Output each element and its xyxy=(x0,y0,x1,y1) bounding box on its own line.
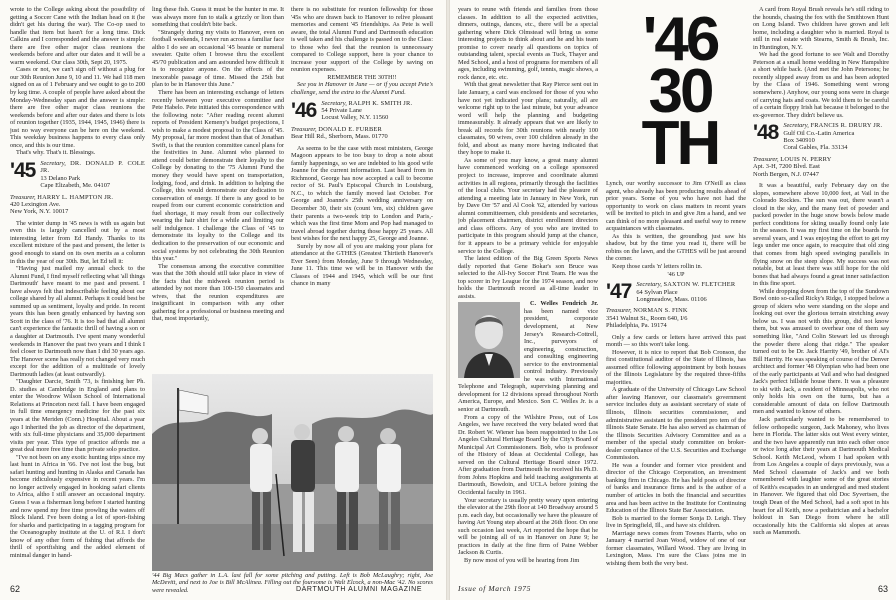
column-5 xyxy=(606,180,746,584)
class-45-treasurer xyxy=(10,194,145,216)
secretary-address-2: Box 340910 xyxy=(783,137,815,145)
secretary-address-2: Longmeadow, Mass. 01106 xyxy=(636,295,707,303)
secretary-address-1: Gulf Oil Co.-Latin America xyxy=(783,129,855,137)
col6-paragraph-2: We had the good fortune to see Walt and Dorothy Peterson at a small home wedding in New Hampshire a short while back. (And met the John Petersons; he recently slipped away from us and has been adopted by the Class of 1946. Something went wrong somewhere.) Anyhow, our young sons were in charge of carrying hats and coats. We told them to be careful of a certain floppy Irish hat because it belonged to the ex-governor. They didn't believe us. xyxy=(753,51,889,119)
issue-footer: Issue of March 1975 xyxy=(458,584,531,593)
col2-paragraph-2: "Strangely during my visits to Hanover, even on football weekends, I never run across a familiar face altho I do see an occasional '45 beanie or numeral sweater. Quite often I browse thru the excellent 45/70 publication and am astounded how difficult it is to recognize anyone. On the effects of the inexorable passage of time. Missed the 25th but plan to be in Hanover this June." xyxy=(152,28,284,89)
col5-paragraph-8: He was a founder and former vice president and director of the Chicago Corporation, an investment banking firm in Chicago. He has held posts of director of banks and insurance firms and is the author of a number of articles in both the financial and securities area and has been active in the Institute for Continuing Education of the Illinois State Bar Association. xyxy=(606,461,746,515)
treasurer-label: Treasurer, xyxy=(606,307,632,315)
secretary-address-1: 64 Sylvan Place xyxy=(636,288,678,296)
class-48-secretary xyxy=(753,122,889,152)
col6-paragraph-1: A card from Royal Brush reveals he's still riding to the hounds, chasing the fox with the Smithtown Hunt on Long Island. Two children have grown and left home, including a daughter who is married. Royal is still in real estate with Stearns, Smith & Brush, Inc. in Huntington, N.Y. xyxy=(753,6,889,51)
col3-paragraph-5: Surely by now all of you are making your plans for attendance at the GTHES (Greatest Thirtieth Hanover's Ever Seen) from Monday, June 9 through Wednesday, June 11. This time we will be in Hanover with the Classes of 1944 and 1945, which will be our first chance in many xyxy=(291,242,433,288)
class-45-secretary xyxy=(10,160,145,190)
col6-paragraph-3: It was a beautiful, early February day on the slopes, somewhere above 10,000 feet, at Vail in the Colorado Rockies. The sun was out, there wasn't a cloud in the sky, and the many feet of powder and packed powder in the huge snow bowls below made perfect conditions for skiing usually found only late in the season. It was my first time on the boards for several years, and I was enjoying the effort to get my legs under me once again, to reacquire that old zing that comes from high speed swinging parallels in flying snow on the steep slope. My success was not notable, but at least there was still hope for the old bones that had always found a great inner satisfaction in this fine sport. xyxy=(753,182,889,288)
thirtieth-graphic xyxy=(625,5,735,178)
magazine-title-footer: DARTMOUTH ALUMNI MAGAZINE xyxy=(296,586,423,593)
col5-paragraph-1: Lynch, our worthy successor to Jim O'Neill as class agent, who already has been producing results ahead of prior years. Some of you who have not had the opportunity to work on class matters in recent years will be invited to pitch in and give Jim a hand, and we can think of no more pleasant and useful way to renew acquaintances with classmates. xyxy=(606,180,746,233)
graphic-line-th: TH xyxy=(641,109,719,178)
col5-paragraph-2: As this is written, the groundhog just saw his shadow, but by the time you read it, there will be robins on the lawn, and the GTHES will be just around the corner. xyxy=(606,232,746,263)
col4-paragraph-1: years to reune with friends and families from those classes. In addition to all the expected activities, dinners, outings, dances, etc., there will be a special gathering where Dick Olmstead will bring us some interesting projects to think about and he and his team promise to cover nearly all questions on topics of outstanding talent, special events as Tuck, Thayer and Med School, and a host of programs for members of all ages, including swimming, golf, tennis, magic shows, a rock dance, etc. etc. xyxy=(458,6,598,81)
graphic-line-30: 30 xyxy=(648,57,712,126)
treasurer-name: NORMAN S. FINK xyxy=(633,307,688,315)
class-year-46: '46 xyxy=(291,98,317,122)
left-page xyxy=(0,0,446,600)
col2-paragraph-1: ling these fish. Guess it must be the hunter in me. It was always more fun to stalk a grizzly or lion than something that couldn't bite back. xyxy=(152,6,284,29)
col5-paragraph-6: However, it is nice to report that Bob Cronson, the first constitutional auditor of the State of Illinois, has assumed office following appointment by both houses of the Illinois Legislature by the required three-fifths majorities. xyxy=(606,348,746,386)
treasurer-address-2: North Bergen, N.J. 07447 xyxy=(753,170,819,178)
fendrich-portrait xyxy=(458,302,520,378)
col6-paragraph-5: Jack particularly wanted to be remembered to fellow orthopedic surgeon, Jack Mahoney, who lives here in Florida. The latter skis out West every winter, and the two have apparently run into each other once or twice long after their years at Dartmouth Medical School. Keith McLeod, whom I had spoken with from Los Angeles a couple of days previously, was a Med School classmate of Jack's and we both remembered with laughter some of the great stories of Keith's escapades in an undergrad and med student in Hanover. We figured that old Doc Syvertsen, the tough Dean of the Med School, had a soft spot in his heart for all Keith, now a pediatrician and a bachelor holdout in San Diego from where he still occasionally hits the California ski slopes at areas such as Mammoth. xyxy=(753,416,889,537)
column-6 xyxy=(753,6,889,578)
secretary-name: SAXTON W. FLETCHER xyxy=(663,281,736,289)
treasurer-label: Treasurer, xyxy=(753,155,779,163)
graphic-line-46: '46 xyxy=(642,5,718,74)
col5-paragraph-10: Marriage news comes from Townes Harris, who on January 4 married Joan Wood, widow of one of our former classmates, Willard Wood. They are living in Lexington, Mass. I'm sure the Class joins me in wishing them both the very best. xyxy=(606,529,746,567)
class-year-48: '48 xyxy=(753,121,779,145)
secretary-address-1: 13 Delano Park xyxy=(40,174,81,182)
treasurer-address-1: 3541 Walnut St., Room 640, I/6 xyxy=(606,314,688,322)
secretary-label: Secretary, xyxy=(40,159,66,167)
fendrich-name: C. Welles Fendrich Jr. xyxy=(530,300,598,308)
secretary-address-2: Locust Valley, N.Y. 11560 xyxy=(321,114,389,122)
col3-paragraph-1: there is no substitute for reunion fellowship for those '45s who are drawn back to Hanover to relive pleasant memories and cement '45 friendships. As Pete is well aware, the total Alumni Fund and Dartmouth education is well taken and his challenge is passed on to the Class: to those who feel that the reunion is unnecessary compared to College support, here is your chance to increase your support of the College by saving on reunion expenses. xyxy=(291,6,433,74)
treasurer-name: LOUIS N. PERRY xyxy=(780,155,832,163)
treasurer-address-1: Bear Hill Rd., Sherborn, Mass. 01770 xyxy=(291,133,388,141)
fendrich-block xyxy=(458,300,598,413)
class-46-treasurer xyxy=(291,126,433,141)
treasurer-label: Treasurer, xyxy=(10,193,36,201)
col5-paragraph-9: Bob is married to the former Sonja D. Leigh. They live in Springfield, Ill., and have six children. xyxy=(606,514,746,530)
treasurer-label: Treasurer, xyxy=(291,125,317,133)
col4-paragraph-6: From a copy of the Wilshire Press, out of Los Angeles, we have received the very belated word that Dr. Robert W. Wiener has been reappointed to the Los Angeles Cultural Heritage Board by the City's Board of Municipal Art Commissioners. Bob, who is professor of the History of Ideas at Occidental College, has served on the Cultural Heritage Board since 1972. After graduation from Dartmouth he received his Ph.D. from Johns Hopkins and held teaching assignments at Dartmouth, Bowdoin, and UCLA before joining the Occidental faculty in 1961. xyxy=(458,413,598,496)
col3-paragraph-3: See you in Hanover in June — or if you accept Pete's challenge, send the extra to the Alumni Fund. xyxy=(291,81,433,97)
col4-paragraph-4: The latest edition of the Big Green Sports News daily reported that Gene Bokar's son Bruce was selected to the All-Ivy Soccer First Team. He was the top scorer in Ivy League for the 1974 season, and now holds the Dartmouth record as all-time leader in assists. xyxy=(458,255,598,300)
class-46-secretary xyxy=(291,100,433,122)
col1-paragraph-4: The winter dump in '45 news is with us again but even this is largely cancelled out by a most interesting letter from Ed Handy. Thanks to its excellent mixture of the past and present, the letter is good enough to stand on its own merits as a column in this the year of our 30th. But, let Ed tell it: xyxy=(10,219,145,265)
col3-remember-line: REMEMBER THE 30TH!! xyxy=(327,73,397,81)
col1-paragraph-3: That's why. That's it. Blessings. xyxy=(16,149,96,157)
treasurer-address-1: Apt. 3-H, 7200 Blvd. East xyxy=(753,163,820,171)
col1-paragraph-1: wrote to the College asking about the possibility of getting a Soccer Cane with the Indian head on it (he didn't get his during the war). The Co-op used to handle that item but hasn't for a long time. Dick Calkins and I corresponded and the answer is simple: there are five other major class reunions the weekends before and after our dates and it will be a warm weekend. Our class 30th, Sept 20, 1975. xyxy=(10,6,145,66)
secretary-name: DR. DONALD P. COLE JR. xyxy=(40,159,145,175)
portrait-photo xyxy=(458,302,520,378)
col4-paragraph-3: As some of you may know, a great many alumni have commenced working on a college sponsored project to increase, improve and coordinate alumni activities in all regions, primarily through the facilities of the local clubs. Your secretary had the pleasure of attending a meeting late in January in New York, run by Dave Orr '57 and Al Cook '62, attended by various alumni committeemen, club presidents and secretaries, job placement chairmen, district enrollment directors and class officers. Any of you who are invited to participate in this program should jump at the chance, for it appears to be a primary vehicle for enjoyable service to the College. xyxy=(458,156,598,255)
golf-photo-image xyxy=(152,374,433,571)
col1-paragraph-2: Cases or not, we can't sign off without a plug for our 30th Reunion June 9, 10 and 11. We had 118 men signed on as of 1 February and we ought to go to 200 by keg time. A couple of people have asked about the Monday-Wednesday span and the answer is simple: there are five other major class reunions the weekends before and after our dates and there is lots of reunion together (1935, 1944, 1945, 1946) there is just no way everyone can be here on the weekend. This weekday business happens to every class only once, and this is our time. xyxy=(10,66,145,149)
col4-paragraph-7: Your secretary is usually pretty weary upon entering the elevator at the 29th floor at 140 Broadway around 5 p.m. each day, but occasionally we have the pleasure of having Art Young step aboard at the 26th floor. On one such occasion last week, Art reported the hope that he will be joining all of us in Hanover on June 9; he practices in daily at the fine firm of Paine Webber Jackson & Curtis. xyxy=(458,496,598,557)
secretary-label: Secretary, xyxy=(636,281,662,289)
secretary-address-2: Cape Elizabeth, Me. 04107 xyxy=(40,182,111,190)
treasurer-address-2: Philadelphia, Pa. 19174 xyxy=(606,322,667,330)
secretary-name: FRANCIS R. DRURY JR. xyxy=(810,122,883,130)
right-page-number: 63 xyxy=(877,584,888,594)
col6-paragraph-4: While dropping down from the top of the Sundown Bowl onto so-called Ricky's Ridge, I stopped below a group of skiers who were standing on the slope and looking out over the glorious terrain stretching away below us. I was not with this group, did not know them, but was amused to overhear one of them say something like, "And Colin Stewart led us through the powder there along that ridge." The speaker turned out to be Dr. Jack Harrity '49, brother of AI's Bill Harrity. He was speaking of course of the Denver architect and former '48 Olympian who had been one of the early participants at Vail and who had designed Jack's perfect hillside house there. It was a pleasure to ski with Jack, a resident of Minneapolis, who not only holds his own on the turns, but has a considerable amount of data on fellow Dartmouth men and wanted to know of others. xyxy=(753,287,889,416)
col4-paragraph-2: With that great newsletter that Ray Pierce sent out in late January, a card was enclosed for those of you who have not yet indicated your plans; naturally, all are welcome right up to the last minute, but your advance word will help the planning and budgeting immeasurably. It already appears that we are likely to break all records for 30th reunions with nearly 100 classmates, 90 wives, over 100 children already in the fold, and about as many more having indicated that they hope to make it. xyxy=(458,81,598,157)
col1-paragraph-6: "Daughter Darcie, Smith '73, is finishing her Ph. D. studies at Cambridge in England and plans to enter the Woodrow Wilson School of International Relations at Princeton next fall. I have been engaged in full time emergency medicine for the past six years at the Meriden (Conn.) Hospital. About a year ago I inherited the job as director of the department, with six full-time physicians and 35,000 department visits per year. This type of practice affords me a great deal more free time than private solo practice. xyxy=(10,378,145,454)
col1-paragraph-5: "Having just mailed my annual check to the Alumni Fund, I find myself reflecting what 'all things Dartmouth' have meant to me past and present. I have always felt that indescribable feeling about our college shared by all alumni. Perhaps it could best be summed up as sentiment, loyalty and pride. In recent years this has been greatly enhanced by having son Scott in the class of '76. It is too bad that all alumni can't experience the fantastic thrill of having a son or a daughter at Dartmouth. I've spent many wonderful weekends in Hanover the past two years and I think I feel closer to Dartmouth now than I did 30 years ago. The Hanover scene has really not changed very much except for the addition of a multitude of lovely Dartmouth ladies (at least outwardly). xyxy=(10,265,145,378)
column-2 xyxy=(152,6,284,371)
class-year-45: '45 xyxy=(10,158,36,182)
left-page-number: 62 xyxy=(10,584,21,594)
secretary-name: RALPH K. SMITH JR. xyxy=(348,99,413,107)
secretary-address-3: Coral Gables, Fla. 33134 xyxy=(783,144,848,152)
col1-paragraph-7: "I've not been on any exotic hunting trips since my last hunt in Africa in '66. I've not lost the bug, but safari hunting and hunting in Alaska and Canada has become ridiculously expensive in recent years. I'm no longer actively engaged in hooking safari clients to Africa, altho I still answer an occasional inquiry. Guess I was a fisherman long before I started hunting and now spend my free time prowling the waters off Block Island. I've been doing a lot of sport-fishing for sharks and participating in a tagging program for the Oceanography institute at the U. of R.I. I don't know of any other form of fishing that affords the thrill of sportfishing and the added element of minimal danger in hand- xyxy=(10,453,145,559)
secretary-label: Secretary, xyxy=(783,122,809,130)
col5-paragraph-3: Keep those cards 'n' letters rollin in. xyxy=(612,263,703,271)
col3-paragraph-4: As seems to be the case with most ministers, George Magoon appears to be too busy to drop a note about family happenings, so we are indebted to his good wife Joanne for the current information. Last heard from in Richmond, George has now accepted a call to become rector of St. Paul's Episcopal Church in Louisburg, N.C., to which the family moved last October. For George and Joanne's 25th wedding anniversary on December 30, their six (count 'em, six) children gave their parents a two-week trip to London and Paris,-which was the first time Mom and Pop had managed to travel abroad together during those happy 25 years. All best wishes for the next happy 25, George and Joanne. xyxy=(291,144,433,243)
class-48-treasurer xyxy=(753,156,889,178)
secretary-address-1: 54 Private Lane xyxy=(321,106,362,114)
secretary-label: Secretary, xyxy=(321,99,347,107)
golf-foursome-photo xyxy=(152,374,433,571)
treasurer-name: DONALD E. FURBER xyxy=(318,125,382,133)
col2-paragraph-4: The consensus among the executive committee was that the 30th should still take place in view of the facts that the midweek reunion period is attended by not more than 100-150 classmates and wives, that the reunion expenditures are insignificant in comparison with any other gathering for a professional or business meeting and that, most importantly, xyxy=(152,262,284,323)
col5-signoff: '46 UP xyxy=(667,270,685,278)
class-year-47: '47 xyxy=(606,280,632,304)
photo-caption: '44 Big Macs gather in L.A. last fall for some pitching and putting. Left is Bob McLaughry; right, Joe McDevitt, and next to Joe is Bill McAlinea. Filling out the foursome is Walt Elcock, a non-Mac '42. No scores were revealed. xyxy=(152,572,433,594)
col2-paragraph-3: There has been an interesting exchange of letters recently between your executive committee and Pete Habelo. Pete initiated this correspondence with the following note: "After reading recent alumni reports of President Kemeny's budget projections, I wish to make a modest proposal to the Class of '45. My proposal, far more modest than that of Jonathan Swift, is that the reunion committee cancel plans for the festivities in June. Alumni who planned to attend could better demonstrate their loyalty to the College by donating to the '75 Alumni Fund the money they would have spent on transportation, lodging, food, and drink. In addition to helping the College, this would demonstrate our dedication to conservation of energy. If there is any good to be reaped from our current economic constriction and fuel shortage, it may result from our collectively wearing the hair shirt for a while and limiting our self indulgence. I challenge the Class of '45 to demonstrate its loyalty to the College and its dedication to the preservation of our economic and social systems by not celebrating the 30th Reunion this year." xyxy=(152,89,284,263)
right-page xyxy=(450,0,896,600)
col5-paragraph-5: Only a few cards or letters have arrived this past month — so this won't take long. xyxy=(606,333,746,349)
col5-paragraph-7: A graduate of the University of Chicago Law School after leaving Hanover, our classmate's government service includes duty as assistant secretary of state of Illinois, Illinois securities commissioner, and administrative assistant to the president pro tem of the Illinois State Senate. He has also served as chairman of the Illinois Securities Advisory Committee and as a member of the special study committee on broker-dealer compliance of the U.S. Securities and Exchange Commission. xyxy=(606,386,746,462)
treasurer-address-1: 420 Lexington Ave. xyxy=(10,200,61,208)
treasurer-name: HARRY L. HAMPTON JR. xyxy=(37,193,114,201)
class-47-treasurer xyxy=(606,307,746,329)
column-3 xyxy=(291,6,433,371)
class-47-secretary xyxy=(606,281,746,303)
column-1 xyxy=(10,6,145,576)
column-4 xyxy=(458,6,598,584)
col4-paragraph-5: has been named vice president, corporate development, at New Jersey's Research-Cottrell, Inc., purveyors of engineering, construction, and consulting engineering service to the environmental control industry. Previously he was with International Telephone and Telegraph, supervising planning and development for 12 divisions spread throughout North America, Europe, and Mexico. Son C. Welles Jr. is a senior at Dartmouth. xyxy=(458,307,598,413)
col4-paragraph-8: By now most of you will be hearing from Jim xyxy=(464,556,580,564)
treasurer-address-2: New York, N.Y. 10017 xyxy=(10,208,69,216)
